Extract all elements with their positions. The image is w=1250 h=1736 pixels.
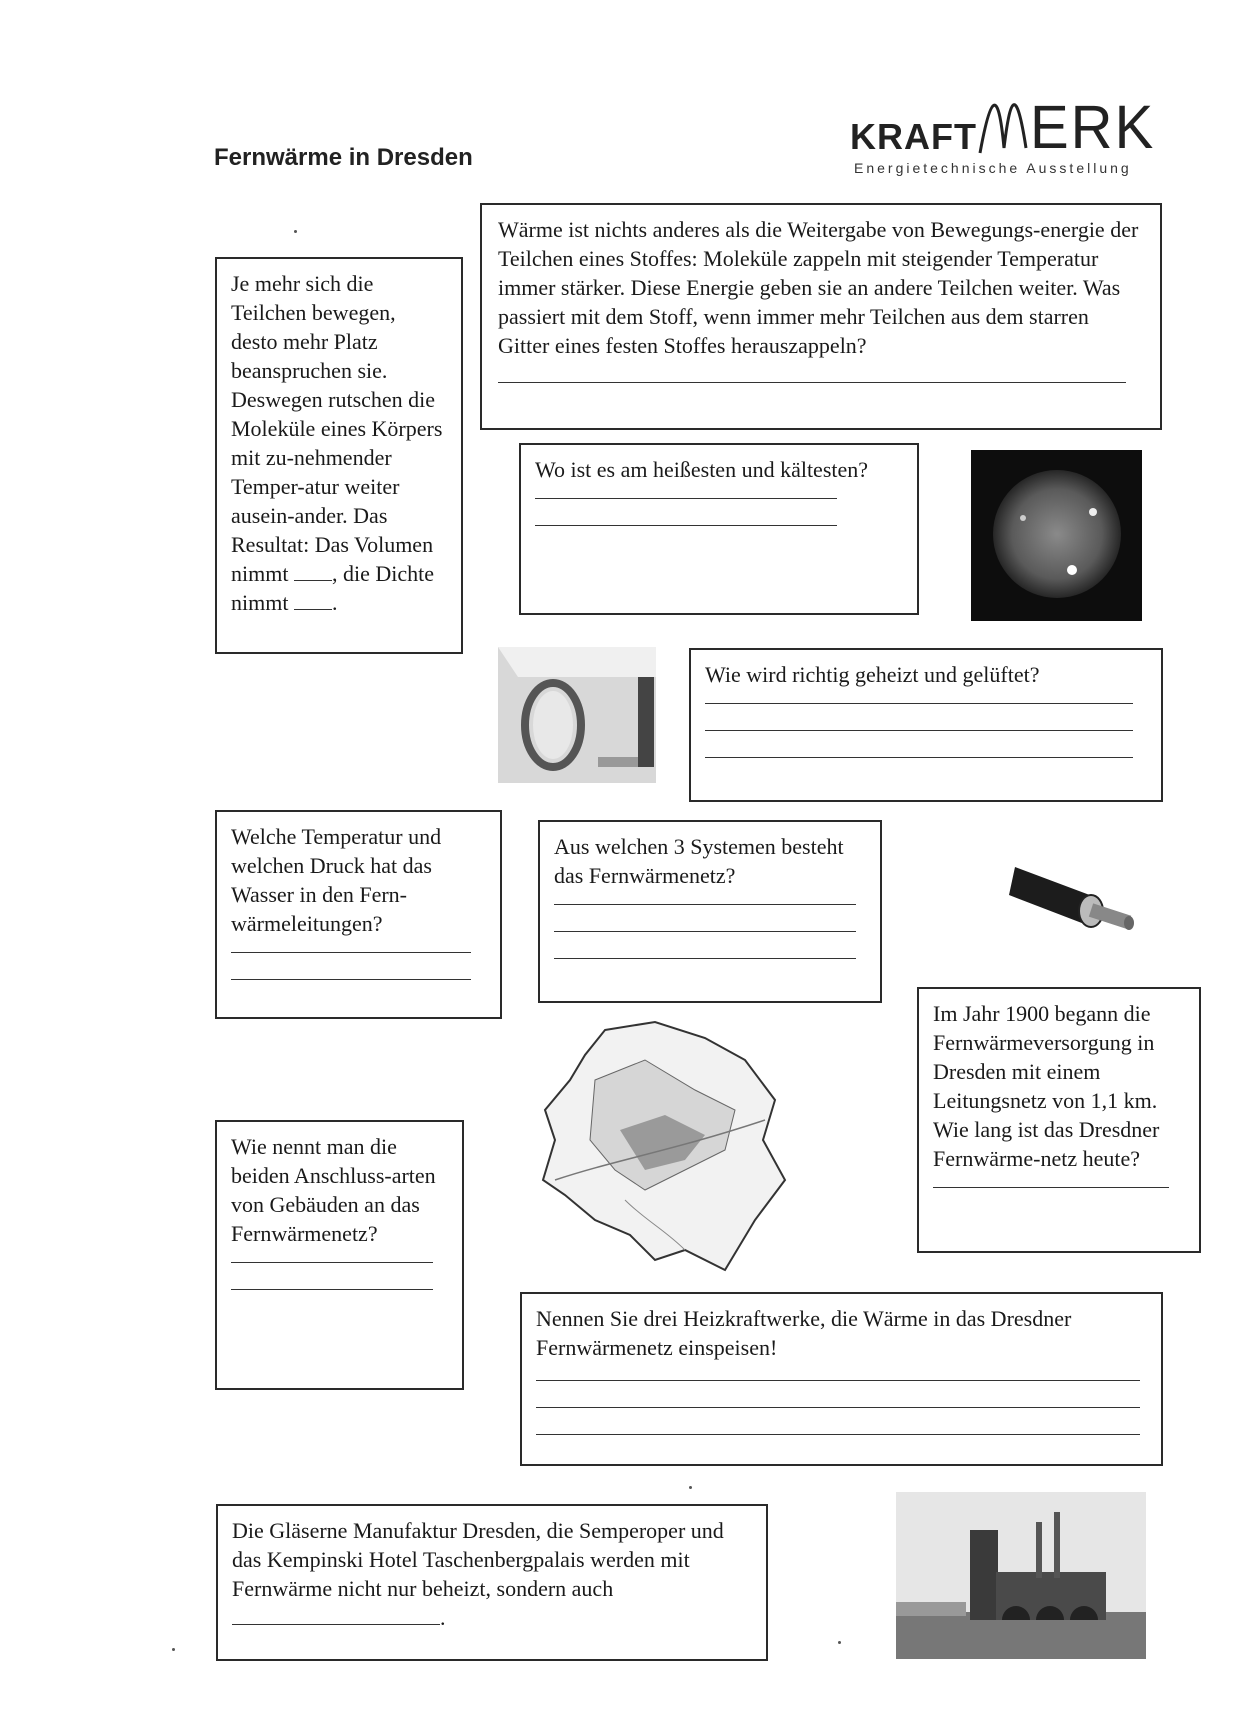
dichte-blank[interactable]: [294, 591, 332, 610]
geheizt-text: Wie wird richtig geheizt und gelüftet?: [705, 662, 1040, 687]
answer-line[interactable]: [536, 1434, 1140, 1435]
box-waerme-frage: [480, 203, 1162, 430]
kraftwerk-logo: [850, 78, 1156, 178]
systeme-text: Aus welchen 3 Systemen besteht das Fernwärmenetz?: [554, 834, 844, 888]
jahr-text: Im Jahr 1900 begann die Fernwärmeversorgung in Dresden mit einem Leitungsnetz von 1,1 km. Wie lang ist das Dresdner Fernwärme-netz heute?: [933, 1001, 1160, 1171]
volumen-blank[interactable]: [294, 562, 332, 581]
teilchen-text: Je mehr sich die Teilchen bewegen, desto mehr Platz beanspruchen sie. Deswegen rutschen die Moleküle eines Körpers mit zu-nehmender Temper-atur weiter ausein-ander. Das Resultat: Das Volumen nimmt , die Dichte nimmt .: [231, 271, 443, 615]
logo-tagline: Energietechnische Ausstellung: [854, 160, 1132, 176]
scan-speck: [294, 230, 297, 233]
answer-line[interactable]: [231, 952, 471, 953]
scan-speck: [838, 1641, 841, 1644]
answer-line[interactable]: [705, 730, 1133, 731]
scan-speck: [172, 1648, 175, 1651]
page-title: Fernwärme in Dresden: [214, 144, 473, 171]
anschluss-text: Wie nennt man die beiden Anschluss-arten von Gebäuden an das Fernwärmenetz?: [231, 1134, 436, 1246]
heissesten-text: Wo ist es am heißesten und kältesten?: [535, 457, 869, 482]
answer-line[interactable]: [536, 1380, 1140, 1381]
answer-line[interactable]: [498, 382, 1126, 383]
waerme-text: Wärme ist nichts anderes als die Weitergabe von Bewegungs-energie der Teilchen eines Stoffes: Moleküle zappeln mit steigender Temperatur immer stärker. Diese Energie geben sie an andere Teilchen weiter. Was passiert mit dem Stoff, wenn immer mehr Teilchen aus dem starren Gitter eines festen Stoffes herauszappeln?: [498, 217, 1139, 358]
scan-speck: [689, 1486, 692, 1489]
answer-line[interactable]: [231, 979, 471, 980]
box-systeme: [538, 820, 882, 1003]
answer-line[interactable]: [554, 958, 856, 959]
box-geheizt: [689, 648, 1163, 802]
answer-line[interactable]: [705, 703, 1133, 704]
sun-photo: [971, 450, 1142, 621]
answer-line[interactable]: [231, 1262, 433, 1263]
box-anschluss: [215, 1120, 464, 1390]
box-druck: [215, 810, 502, 1019]
answer-line[interactable]: [536, 1407, 1140, 1408]
box-heizkraftwerke: [520, 1292, 1163, 1466]
logo-brand-text: KRAFT: [850, 116, 977, 157]
answer-line[interactable]: [231, 1289, 433, 1290]
dresden-map: [535, 1020, 800, 1275]
answer-line[interactable]: [933, 1187, 1169, 1188]
answer-line[interactable]: [535, 498, 837, 499]
box-heissesten: [519, 443, 919, 615]
answer-line[interactable]: [535, 525, 837, 526]
manufaktur-text: Die Gläserne Manufaktur Dresden, die Semperoper und das Kempinski Hotel Taschenbergpalais werden mit Fernwärme nicht nur beheizt, sondern auch .: [232, 1518, 724, 1630]
box-jahr-1900: [917, 987, 1201, 1253]
box-manufaktur: [216, 1504, 768, 1661]
heizkraftwerke-text: Nennen Sie drei Heizkraftwerke, die Wärme in das Dresdner Fernwärmenetz einspeisen!: [536, 1306, 1072, 1360]
answer-line[interactable]: [554, 904, 856, 905]
pipe-photo: [1005, 855, 1145, 941]
druck-text: Welche Temperatur und welchen Druck hat das Wasser in den Fern-wärmeleitungen?: [231, 824, 442, 936]
answer-line[interactable]: [554, 931, 856, 932]
window-photo: [498, 647, 656, 783]
power-plant-photo: [896, 1492, 1146, 1659]
logo-brand-second-text: ERK: [1030, 93, 1156, 162]
manufaktur-blank[interactable]: [232, 1606, 440, 1625]
answer-line[interactable]: [705, 757, 1133, 758]
box-teilchen: [215, 257, 463, 654]
